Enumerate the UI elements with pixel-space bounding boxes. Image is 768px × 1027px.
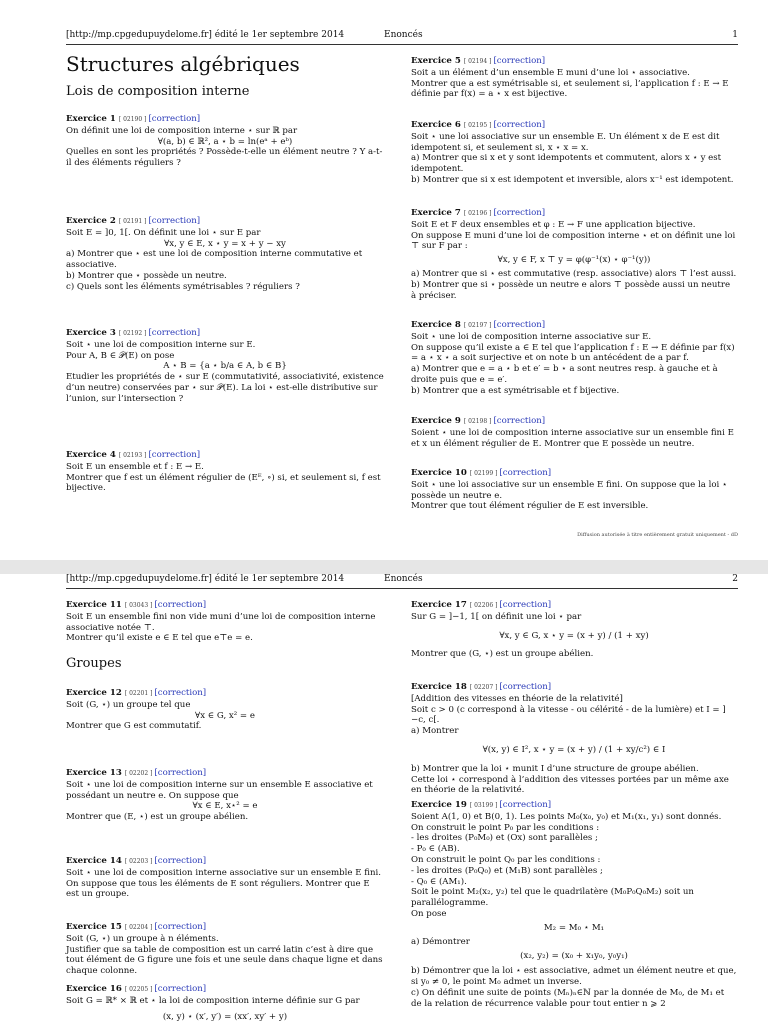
exercise-title: Exercice 18 <box>411 682 467 692</box>
exercise-14 <box>66 856 384 900</box>
exercise-text: Sur G = ]−1, 1[ on définit une loi ⋆ par <box>411 611 582 622</box>
correction-link[interactable]: [correction] <box>148 450 201 460</box>
correction-link[interactable]: [correction] <box>154 768 207 778</box>
exercise-text: Montrer que f est un élément régulier de (Eᴱ, ∘) si, et seulement si, f est bijective. <box>66 472 381 494</box>
exercise-text: On définit une loi de composition interne ⋆ sur ℝ par <box>66 125 298 136</box>
exercise-text: a) Montrer <box>411 726 459 737</box>
right-column <box>411 56 737 532</box>
equation: (x, y) ⋆ (x′, y′) = (xx′, xy′ + y) <box>162 1011 288 1022</box>
exercise-17 <box>411 600 737 660</box>
page-2 <box>0 574 768 1024</box>
exercise-title: Exercice 11 <box>66 600 122 610</box>
equation: A ⋆ B = {a ⋆ b/a ∈ A, b ∈ B} <box>163 361 287 372</box>
page-footer: Diffusion autorisée à titre entièrement gratuit uniquement - dD <box>577 532 738 538</box>
exercise-text: b) Démontrer que la loi ⋆ est associative, admet un élément neutre et que, si y₀ ≠ 0, le point M₀ admet un inverse. <box>411 966 737 987</box>
correction-link[interactable]: [correction] <box>148 216 201 226</box>
exercise-id: [ 03043 ] <box>124 602 153 609</box>
exercise-text: Soient A(1, 0) et B(0, 1). Les points M₀(x₀, y₀) et M₁(x₁, y₁) sont donnés. <box>411 811 722 822</box>
exercise-text: On suppose que tous les éléments de E sont réguliers. Montrer que E est un groupe. <box>66 878 370 900</box>
section-title: Groupes <box>66 656 122 671</box>
exercise-title: Exercice 16 <box>66 984 122 994</box>
exercise-title: Exercice 13 <box>66 768 122 778</box>
exercise-text: Etudier les propriétés de ⋆ sur E (commutativité, associativité, existence d’un neutre) conservées par ⋆ sur 𝒫(E). La loi ⋆ est-elle distributive sur l’union, sur l’intersection ? <box>66 372 384 404</box>
exercise-text: Soit E = ]0, 1[. On définit une loi ⋆ sur E par <box>66 227 261 238</box>
exercise-id: [ 02195 ] <box>463 122 492 129</box>
exercise-title: Exercice 9 <box>411 416 461 426</box>
exercise-title: Exercice 4 <box>66 450 116 460</box>
exercise-text: c) On définit une suite de points (Mₙ)ₙ∈ℕ par la donnée de M₀, de M₁ et de la relation de récurrence valable pour tout entier n ⩾ 2 <box>411 987 725 1009</box>
equation: (x₂, y₂) = (x₀ + x₁y₀, y₀y₁) <box>520 951 628 962</box>
exercise-id: [ 02193 ] <box>118 452 147 459</box>
exercise-title: Exercice 12 <box>66 688 122 698</box>
page-number: 1 <box>732 30 738 40</box>
exercise-id: [ 02199 ] <box>469 470 498 477</box>
equation: ∀x, y ∈ E, x ⋆ y = x + y − xy <box>164 238 286 249</box>
exercise-text: On pose <box>411 908 447 919</box>
section-title: Lois de composition interne <box>66 84 250 99</box>
equation: ∀x ∈ G, x² = e <box>195 710 255 721</box>
exercise-text: b) Montrer que la loi ⋆ munit I d’une structure de groupe abélien. <box>411 763 699 774</box>
exercise-title: Exercice 10 <box>411 468 467 478</box>
exercise-text: Soit ⋆ une loi associative sur un ensemble E fini. On suppose que la loi ⋆ possède un neutre e. <box>411 479 728 501</box>
exercise-text: Justifier que sa table de composition est un carré latin c’est à dire que tout élément de G figure une fois et une seule dans chaque ligne et dans chaque colonne. <box>66 944 383 977</box>
right-column <box>411 600 737 1024</box>
exercise-text: Soit ⋆ une loi de composition interne sur E. <box>66 339 256 350</box>
exercise-text: Montrer que a est symétrisable si, et seulement si, l’application f : E → E définie par f(x) = a ⋆ x est bijective. <box>411 78 729 100</box>
exercise-title: Exercice 3 <box>66 328 116 338</box>
exercise-text: - P₀ ∈ (AB). <box>411 844 460 855</box>
exercise-id: [ 02202 ] <box>124 770 153 777</box>
exercise-text: - Q₀ ∈ (AM₁). <box>411 876 467 887</box>
correction-link[interactable]: [correction] <box>499 682 552 692</box>
exercise-text: b) Montrer que si ⋆ possède un neutre e alors ⊤ possède aussi un neutre à préciser. <box>411 279 731 301</box>
exercise-text: Soit ⋆ une loi de composition interne associative sur un ensemble E fini. <box>66 867 381 878</box>
exercise-text: a) Montrer que si x et y sont idempotents et commutent, alors x ⋆ y est idempotent. <box>411 153 722 175</box>
correction-link[interactable]: [correction] <box>499 800 552 810</box>
exercise-text: - les droites (P₀Q₀) et (M₁B) sont parallèles ; <box>411 865 603 876</box>
exercise-text: Soit E un ensemble fini non vide muni d’une loi de composition interne associative notée ⊤. <box>66 611 376 633</box>
exercise-10 <box>411 468 737 512</box>
correction-link[interactable]: [correction] <box>493 120 546 130</box>
exercise-id: [ 02205 ] <box>124 986 153 993</box>
exercise-5 <box>411 56 737 100</box>
exercise-text: [Addition des vitesses en théorie de la relativité] <box>411 693 623 704</box>
exercise-16 <box>66 984 384 1027</box>
page-header <box>66 574 738 589</box>
exercise-text: Montrer que (E, ⋆) est un groupe abélien. <box>66 812 249 823</box>
exercise-4 <box>66 450 384 494</box>
exercise-text: - les droites (P₀M₀) et (Ox) sont parallèles ; <box>411 833 598 844</box>
exercise-text: Soit c > 0 (c correspond à la vitesse - ou célérité - de la lumière) et I = ]−c, c[. <box>411 704 726 726</box>
exercise-id: [ 02191 ] <box>118 218 147 225</box>
exercise-19 <box>411 800 737 1009</box>
exercise-title: Exercice 5 <box>411 56 461 66</box>
exercise-text: c) Quels sont les éléments symétrisables ? réguliers ? <box>66 281 300 292</box>
exercise-text: On suppose qu’il existe a ∈ E tel que l’application f : E → E définie par f(x) = a ⋆ x ⋆ a soit surjective et on note b un antécédent de a par f. <box>411 342 735 364</box>
exercise-title: Exercice 17 <box>411 600 467 610</box>
exercise-title: Exercice 14 <box>66 856 122 866</box>
correction-link[interactable]: [correction] <box>493 320 546 330</box>
exercise-text: b) Montrer que ⋆ possède un neutre. <box>66 270 227 281</box>
correction-link[interactable]: [correction] <box>148 328 201 338</box>
exercise-text: Montrer que tout élément régulier de E est inversible. <box>411 501 649 512</box>
exercise-6 <box>411 120 737 186</box>
exercise-id: [ 02207 ] <box>469 684 498 691</box>
correction-link[interactable]: [correction] <box>154 688 207 698</box>
exercise-15 <box>66 922 384 977</box>
exercise-text: Montrer que G est commutatif. <box>66 721 202 732</box>
equation: M₂ = M₀ ⋆ M₁ <box>543 922 605 933</box>
correction-link[interactable]: [correction] <box>493 56 546 66</box>
exercise-title: Exercice 8 <box>411 320 461 330</box>
exercise-8 <box>411 320 737 397</box>
exercise-7 <box>411 208 737 301</box>
header-section: Enoncés <box>384 30 423 40</box>
exercise-text: On suppose E muni d’une loi de composition interne ⋆ et on définit une loi ⊤ sur F par : <box>411 230 736 252</box>
exercise-id: [ 02204 ] <box>124 924 153 931</box>
exercise-text: a) Démontrer <box>411 936 470 947</box>
equation: ∀(x, y) ∈ I², x ⋆ y = (x + y) / (1 + xy/c²) ∈ I <box>482 744 666 755</box>
correction-link[interactable]: [correction] <box>493 208 546 218</box>
correction-link[interactable]: [correction] <box>148 114 201 124</box>
header-section: Enoncés <box>384 574 423 584</box>
exercise-13 <box>66 768 384 823</box>
exercise-text: Soit ⋆ une loi associative sur un ensemble E. Un élément x de E est dit idempotent si, et seulement si, x ⋆ x = x. <box>411 131 720 153</box>
exercise-11 <box>66 600 384 644</box>
exercise-text: Cette loi ⋆ correspond à l’addition des vitesses portées par un même axe en théorie de la relativité. <box>411 774 729 796</box>
exercise-text: On construit le point P₀ par les conditions : <box>411 822 600 833</box>
exercise-text: b) Montrer que si x est idempotent et inversible, alors x⁻¹ est idempotent. <box>411 174 734 185</box>
equation: ∀x, y ∈ G, x ⋆ y = (x + y) / (1 + xy) <box>499 630 649 641</box>
header-url: [http://mp.cpgedupuydelome.fr] édité le 1er septembre 2014 <box>66 30 345 40</box>
exercise-title: Exercice 2 <box>66 216 116 226</box>
exercise-id: [ 02201 ] <box>124 690 153 697</box>
correction-link[interactable]: [correction] <box>154 600 207 610</box>
correction-link[interactable]: [correction] <box>499 600 552 610</box>
exercise-text: a) Montrer que si ⋆ est commutative (resp. associative) alors ⊤ l’est aussi. <box>411 268 737 279</box>
exercise-id: [ 02190 ] <box>118 116 147 123</box>
equation: ∀x, y ∈ F, x ⊤ y = φ(φ⁻¹(x) ⋆ φ⁻¹(y)) <box>497 255 651 266</box>
left-column <box>66 52 384 532</box>
page-title: Structures algébriques <box>66 52 300 76</box>
exercise-text: Quelles en sont les propriétés ? Possède-t-elle un élément neutre ? Y a-t-il des éléments réguliers ? <box>66 147 383 169</box>
exercise-title: Exercice 6 <box>411 120 461 130</box>
correction-link[interactable]: [correction] <box>493 416 546 426</box>
exercise-3 <box>66 328 384 405</box>
exercise-12 <box>66 688 384 732</box>
page-number: 2 <box>732 574 738 584</box>
exercise-text: Montrer qu’il existe e ∈ E tel que e⊤e = e. <box>66 633 253 644</box>
page-header <box>66 30 738 45</box>
exercise-text: On construit le point Q₀ par les conditions : <box>411 854 601 865</box>
exercise-id: [ 02197 ] <box>463 322 492 329</box>
correction-link[interactable]: [correction] <box>154 922 207 932</box>
exercise-text: Soit (G, ⋆) un groupe à n éléments. <box>66 933 219 944</box>
exercise-text: Soit le point M₂(x₂, y₂) tel que le quadrilatère (M₀P₀Q₀M₂) soit un parallélogramme. <box>411 887 694 909</box>
exercise-id: [ 02194 ] <box>463 58 492 65</box>
page-separator <box>0 560 768 574</box>
correction-link[interactable]: [correction] <box>154 856 207 866</box>
exercise-id: [ 02192 ] <box>118 330 147 337</box>
exercise-text: Soit E un ensemble et f : E → E. <box>66 461 204 472</box>
correction-link[interactable]: [correction] <box>499 468 552 478</box>
exercise-id: [ 02198 ] <box>463 418 492 425</box>
header-url: [http://mp.cpgedupuydelome.fr] édité le 1er septembre 2014 <box>66 574 345 584</box>
exercise-text: Soit a un élément d’un ensemble E muni d’une loi ⋆ associative. <box>411 67 690 78</box>
exercise-title: Exercice 15 <box>66 922 122 932</box>
exercise-text: Soit ⋆ une loi de composition interne sur un ensemble E associative et possédant un neutre e. On suppose que <box>66 779 373 801</box>
exercise-id: [ 02203 ] <box>124 858 153 865</box>
left-column <box>66 600 384 1024</box>
equation: ∀x ∈ E, x⋆² = e <box>192 801 258 812</box>
exercise-9 <box>411 416 737 449</box>
exercise-title: Exercice 1 <box>66 114 116 124</box>
exercise-2 <box>66 216 384 293</box>
exercise-18 <box>411 682 737 796</box>
exercise-text: Soit G = ℝ* × ℝ et ⋆ la loi de composition interne définie sur G par <box>66 995 360 1006</box>
exercise-id: [ 02196 ] <box>463 210 492 217</box>
exercise-text: a) Montrer que e = a ⋆ b et e′ = b ⋆ a sont neutres resp. à gauche et à droite puis que e = e′. <box>411 364 718 385</box>
exercise-title: Exercice 7 <box>411 208 461 218</box>
exercise-text: Montrer que (G, ⋆) est un groupe abélien. <box>411 649 594 660</box>
exercise-1 <box>66 114 384 169</box>
exercise-text: Soient ⋆ une loi de composition interne associative sur un ensemble fini E et x un élément régulier de E. Montrer que E possède un neutre. <box>411 427 734 449</box>
correction-link[interactable]: [correction] <box>154 984 207 994</box>
exercise-id: [ 03199 ] <box>469 802 498 809</box>
equation: ∀(a, b) ∈ ℝ², a ⋆ b = ln(eᵃ + eᵇ) <box>157 136 293 147</box>
exercise-text: Soit E et F deux ensembles et φ : E → F une application bijective. <box>411 219 696 230</box>
exercise-text: Soit (G, ⋆) un groupe tel que <box>66 699 191 710</box>
exercise-text: Pour A, B ∈ 𝒫(E) on pose <box>66 350 175 361</box>
exercise-id: [ 02206 ] <box>469 602 498 609</box>
exercise-title: Exercice 19 <box>411 800 467 810</box>
exercise-text: b) Montrer que a est symétrisable et f bijective. <box>411 385 620 396</box>
exercise-text: Soit ⋆ une loi de composition interne associative sur E. <box>411 331 652 342</box>
exercise-text: a) Montrer que ⋆ est une loi de composition interne commutative et associative. <box>66 249 363 271</box>
